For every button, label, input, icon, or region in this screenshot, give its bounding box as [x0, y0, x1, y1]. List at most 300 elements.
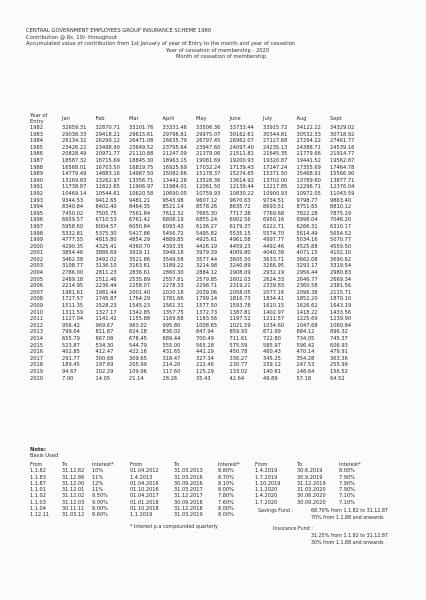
value-cell: 4325.41	[95, 243, 117, 250]
entry-year-cell: 2004	[30, 270, 43, 277]
to-date-cell: 31.12.2018	[174, 506, 203, 513]
value-cell: 7822.28	[296, 210, 318, 217]
interest-row	[30, 493, 114, 499]
value-cell: 8402.40	[95, 204, 117, 211]
value-cell: 5495.82	[196, 230, 218, 237]
value-cell: 11822.65	[95, 184, 120, 191]
from-date-cell: 1.1.01	[30, 487, 46, 494]
from-date-cell: 1.4.2013	[130, 474, 153, 481]
table-row	[30, 158, 364, 165]
value-cell: 983.02	[129, 322, 147, 329]
value-cell: 479.91	[330, 349, 348, 356]
value-cell: 2319.21	[229, 283, 251, 290]
value-cell: 4459.23	[229, 243, 251, 250]
value-cell: 21914.77	[330, 151, 355, 158]
value-cell: 10690.05	[162, 190, 187, 197]
interest-rows	[255, 468, 361, 506]
value-cell: 4492.46	[263, 243, 285, 250]
interest-row	[30, 468, 114, 474]
value-cell: 534.30	[95, 342, 114, 349]
value-cell: 239.12	[263, 362, 281, 369]
value-cell: 402.85	[62, 349, 80, 356]
month-header: Feb	[95, 116, 105, 122]
entry-year-cell: 2012	[30, 322, 43, 329]
value-cell: 1211.57	[263, 316, 285, 323]
value-cell: 2860.30	[162, 270, 184, 277]
value-cell: 14883.16	[95, 171, 120, 178]
value-cell: 689.44	[162, 336, 181, 342]
to-date-cell: 31.03.2020	[297, 487, 326, 494]
value-cell: 1577.50	[196, 303, 218, 310]
value-cell: 7717.38	[229, 210, 251, 217]
value-cell: 3492.02	[95, 256, 117, 263]
value-cell: 21645.35	[263, 151, 288, 158]
entry-year-cell: 2015	[30, 342, 43, 349]
value-cell: 1402.97	[263, 309, 285, 316]
value-cell: 148.64	[296, 368, 315, 375]
value-cell: 7505.75	[95, 210, 117, 217]
to-date-cell: 31.03.2019	[174, 512, 203, 519]
value-cell: 2381.56	[330, 283, 352, 290]
value-cell: 6266.31	[296, 223, 318, 230]
value-cell: 10759.93	[196, 190, 221, 197]
value-cell: 1239.90	[330, 316, 352, 323]
from-header: From	[130, 462, 143, 468]
entry-year-cell: 1986	[30, 151, 43, 158]
entry-year-cell: 2005	[30, 276, 43, 283]
value-cell: 156.52	[330, 368, 348, 375]
value-cell: 5654.52	[330, 230, 352, 237]
cessation-year: Year of cessation of membership - 2020	[166, 47, 270, 54]
value-cell: 1008.65	[196, 322, 218, 329]
value-cell: 26962.07	[229, 138, 254, 145]
savings-fund-line2: 70% from 1.1.88 and onwards	[311, 516, 384, 521]
value-cell: 2512.46	[95, 276, 117, 283]
value-cell: 30532.33	[296, 131, 321, 138]
value-cell: 6902.56	[229, 217, 251, 224]
to-date-cell: 31.12.02	[62, 493, 85, 500]
entry-year-cell: 2018	[30, 362, 43, 369]
value-cell: 10469.14	[62, 190, 87, 197]
value-cell: 3919.11	[129, 250, 151, 257]
value-cell: 363.36	[330, 355, 348, 362]
interest-rate-cell: 9.00%	[92, 499, 108, 506]
entry-year-cell: 1999	[30, 237, 43, 244]
value-cell: 7769.68	[263, 210, 285, 217]
from-date-cell: 1.7.2019	[255, 474, 278, 481]
from-date-cell: 1.12.11	[30, 512, 50, 519]
interest-rate-cell: 7.10%	[339, 499, 355, 506]
entry-year-cell: 2000	[30, 243, 43, 250]
interest-header: Interest*	[339, 462, 361, 468]
value-cell: 412.47	[95, 349, 114, 356]
interest-block-3	[255, 462, 361, 506]
value-cell: 4290.35	[62, 243, 84, 250]
value-cell: 1870.10	[330, 296, 352, 303]
value-cell: 596.42	[296, 342, 315, 349]
value-cell: 3979.39	[196, 250, 218, 257]
value-cell: 431.65	[162, 349, 181, 356]
from-date-cell: 1.1.83	[30, 474, 46, 481]
to-header: To	[174, 462, 180, 468]
interest-header: Interest*	[218, 462, 240, 468]
to-header: To	[62, 462, 68, 468]
entry-year-cell: 1984	[30, 138, 43, 145]
value-cell: 1852.20	[296, 296, 318, 303]
interest-rate-cell: 7.60%	[218, 499, 234, 506]
value-cell: 3319.54	[330, 263, 352, 270]
value-cell: 2489.18	[62, 276, 84, 283]
value-cell: 544.79	[129, 342, 147, 349]
from-date-cell: 1.1.82	[30, 468, 46, 475]
value-cell: 8693.51	[263, 204, 285, 211]
value-cell: 956.42	[62, 322, 80, 329]
value-cell: 1311.59	[62, 309, 84, 316]
value-cell: 64.52	[330, 375, 345, 382]
value-cell: 21247.09	[162, 151, 187, 158]
interest-rate-cell: 12%	[92, 480, 104, 487]
from-date-cell: 1.1.03	[30, 499, 46, 506]
entry-year-cell: 1987	[30, 157, 43, 164]
value-cell: 2039.06	[196, 289, 218, 296]
value-cell: 1197.52	[229, 316, 251, 323]
from-date-cell: 01.10.2018	[130, 506, 159, 513]
value-cell: 1060.84	[330, 322, 352, 329]
value-cell: 30162.61	[229, 131, 254, 138]
value-cell: 1169.68	[162, 316, 184, 323]
value-cell: 1816.73	[229, 296, 251, 303]
to-date-cell: 31.12.2019	[297, 480, 326, 487]
value-cell: 3521.86	[129, 256, 151, 263]
entry-year-cell: 1998	[30, 230, 43, 237]
value-cell: 10544.61	[95, 190, 120, 197]
interest-row	[130, 512, 240, 518]
entry-year-cell: 1996	[30, 217, 43, 224]
from-date-cell: 01.04.2016	[130, 480, 159, 487]
table-row	[30, 224, 364, 231]
value-cell: 1745.87	[95, 296, 117, 303]
value-cell: 21779.66	[296, 151, 321, 158]
table-row	[30, 132, 364, 139]
value-cell: 24097.40	[229, 144, 254, 151]
from-date-cell: 1.1.04	[30, 506, 46, 513]
entry-year-cell: 1997	[30, 223, 43, 230]
value-cell: 32659.31	[62, 125, 87, 131]
value-cell: 1021.59	[229, 322, 251, 329]
value-cell: 9863.40	[330, 197, 352, 204]
value-cell: 13877.71	[330, 177, 355, 184]
entry-year-cell: 2006	[30, 283, 43, 290]
value-cell: 4961.58	[229, 237, 251, 244]
value-cell: 441.19	[196, 349, 214, 356]
value-cell: 14.05	[95, 375, 111, 382]
interest-rate-cell: 7.90%	[339, 487, 355, 494]
entry-year-cell: 1991	[30, 184, 43, 191]
value-cell: 4040.38	[263, 250, 285, 257]
value-cell: 4071.15	[296, 250, 318, 257]
value-cell: 2058.05	[229, 289, 251, 296]
value-cell: 214.20	[162, 362, 181, 369]
to-date-cell: 30.09.2016	[174, 480, 203, 487]
value-cell: 35.43	[196, 375, 211, 382]
interest-rate-cell: 8.10%	[218, 480, 234, 487]
value-cell: 1127.04	[62, 316, 84, 323]
value-cell: 26290.12	[95, 138, 120, 145]
value-cell: 1034.60	[263, 322, 285, 329]
value-cell: 9412.65	[95, 197, 117, 204]
value-cell: 9734.51	[263, 197, 285, 204]
value-cell: 711.61	[229, 336, 248, 342]
value-cell: 10620.58	[129, 190, 154, 197]
notes-title: Note:	[30, 447, 46, 453]
table-row	[30, 376, 364, 383]
interest-row	[30, 475, 114, 481]
value-cell: 8521.14	[162, 204, 184, 211]
value-cell: 18845.30	[129, 157, 154, 164]
value-cell: 859.93	[229, 329, 248, 336]
value-cell: 1141.42	[95, 316, 117, 323]
value-cell: 27461.77	[330, 138, 355, 145]
insurance-fund-line2: 30% from 1.1.88 and onwards	[311, 541, 384, 546]
value-cell: 2932.19	[263, 270, 285, 277]
value-cell: 19081.69	[196, 157, 221, 164]
value-cell: 1545.23	[129, 303, 151, 310]
value-cell: 811.87	[95, 329, 114, 336]
value-cell: 10830.22	[229, 190, 254, 197]
value-cell: 19320.87	[263, 157, 288, 164]
table-row	[30, 343, 364, 350]
value-cell: 896.32	[330, 329, 348, 336]
value-cell: 17464.78	[330, 164, 355, 171]
scheme-title: CENTRAL GOVERNMENT EMPLOYEES GROUP INSURANCE SCHEME 1980	[26, 28, 212, 34]
value-cell: 5034.16	[296, 237, 318, 244]
value-cell: 8810.12	[330, 204, 352, 211]
value-cell: 42.64	[229, 375, 245, 382]
value-cell: 3163.61	[129, 263, 151, 270]
savings-fund-label: Savings Fund :	[258, 509, 294, 514]
value-cell: 23947.60	[196, 144, 221, 151]
entry-year-cell: 1993	[30, 197, 43, 204]
value-cell: 26635.79	[162, 138, 187, 145]
table-row	[30, 263, 364, 270]
interest-header: Interest*	[92, 462, 114, 468]
value-cell: 3266.95	[263, 263, 285, 270]
value-cell: 2579.85	[196, 276, 218, 283]
interest-footnote: * Interest p.a compounded quarterly	[130, 525, 218, 530]
to-date-cell: 31.12.03	[62, 499, 85, 506]
table-row	[30, 349, 364, 356]
value-cell: 1561.31	[162, 303, 184, 310]
interest-rate-cell: 8.00%	[218, 512, 234, 519]
value-cell: 8464.35	[129, 204, 151, 211]
value-cell: 3462.38	[62, 256, 84, 263]
value-cell: 3633.71	[263, 256, 285, 263]
entry-year-cell: 2003	[30, 263, 43, 270]
value-cell: 18715.69	[95, 157, 120, 164]
value-cell: 5417.86	[129, 230, 151, 237]
value-cell: 27294.22	[296, 138, 321, 145]
table-row	[30, 362, 364, 369]
value-cell: 15566.90	[330, 171, 355, 178]
entry-year-cell: 2016	[30, 349, 43, 356]
value-cell: 7046.20	[330, 217, 352, 224]
value-cell: 222.46	[196, 362, 214, 369]
entry-year-cell: 2019	[30, 368, 43, 375]
value-cell: 5614.49	[296, 230, 318, 237]
value-cell: 7612.32	[162, 210, 184, 217]
value-cell: 2077.16	[263, 289, 285, 296]
value-cell: 23498.90	[95, 144, 120, 151]
month-header: Jan	[62, 116, 70, 122]
value-cell: 575.59	[229, 342, 248, 349]
entry-year-cell: 1983	[30, 131, 43, 138]
value-cell: 1781.66	[162, 296, 184, 303]
entry-year-cell: 2011	[30, 316, 43, 323]
value-cell: 5375.30	[95, 230, 117, 237]
value-cell: 4009.80	[229, 250, 251, 257]
value-cell: 21511.81	[229, 151, 254, 158]
interest-rows	[30, 468, 114, 518]
value-cell: 117.60	[162, 368, 181, 375]
value-cell: 327.34	[196, 355, 214, 362]
savings-fund-line1: 68.70% from 1.1.82 to 31.12.87	[311, 509, 388, 514]
value-cell: 17032.24	[196, 164, 221, 171]
value-cell: 7875.29	[330, 210, 352, 217]
insurance-fund-label: Insurance Fund :	[273, 527, 313, 532]
value-cell: 6855.24	[196, 217, 218, 224]
value-cell: 12139.44	[229, 184, 254, 191]
table-row	[30, 191, 364, 198]
value-cell: 28.26	[162, 375, 178, 382]
value-cell: 19200.93	[229, 157, 254, 164]
value-cell: 1047.68	[296, 322, 318, 329]
value-cell: 2956.44	[296, 270, 318, 277]
value-cell: 318.47	[162, 355, 181, 362]
value-cell: 722.80	[263, 336, 281, 342]
value-cell: 5456.72	[162, 230, 184, 237]
entry-year-cell: 1982	[30, 125, 43, 131]
value-cell: 33101.76	[129, 125, 154, 131]
value-cell: 10900.93	[263, 190, 288, 197]
interest-rate-cell: 7.90%	[339, 474, 355, 481]
value-cell: 2360.58	[296, 283, 318, 290]
value-cell: 24388.71	[296, 144, 321, 151]
year-of-entry-header: Year of Entry	[30, 113, 48, 125]
entry-year-cell: 1994	[30, 204, 43, 211]
from-date-cell: 1.1.87	[30, 480, 46, 487]
value-cell: 3108.77	[62, 263, 84, 270]
entry-year-cell: 2013	[30, 329, 43, 336]
value-cell: 26797.45	[196, 138, 221, 145]
value-cell: 1727.57	[62, 296, 84, 303]
value-cell: 606.93	[330, 342, 348, 349]
entry-year-cell: 2020	[30, 375, 43, 382]
table-row	[30, 277, 364, 284]
value-cell: 2214.95	[62, 283, 84, 290]
value-cell: 6222.71	[263, 223, 285, 230]
value-cell: 13442.28	[162, 177, 187, 184]
value-cell: 12296.71	[296, 184, 321, 191]
value-cell: 5958.60	[62, 223, 84, 230]
value-cell: 2298.71	[196, 283, 218, 290]
value-cell: 3662.08	[296, 256, 318, 263]
value-cell: 255.99	[330, 362, 348, 369]
value-cell: 2811.23	[95, 270, 117, 277]
value-cell: 3214.98	[196, 263, 218, 270]
value-cell: 19562.87	[330, 157, 355, 164]
value-cell: 4426.19	[196, 243, 218, 250]
value-cell: 3577.44	[196, 256, 218, 263]
table-row	[30, 369, 364, 376]
interest-block-1	[30, 462, 114, 519]
to-date-cell: 30.06.2020	[297, 493, 326, 500]
value-cell: 18963.15	[162, 157, 187, 164]
from-date-cell: 01.04.2012	[130, 468, 159, 475]
interest-block-2	[130, 462, 240, 519]
value-cell: 4854.29	[129, 237, 151, 244]
to-header: To	[297, 462, 303, 468]
value-cell: 32870.71	[95, 125, 120, 131]
value-cell: 13702.00	[263, 177, 288, 184]
table-row	[30, 316, 364, 323]
value-cell: 4102.10	[330, 250, 352, 257]
value-cell: 2602.03	[229, 276, 251, 283]
table-row	[30, 244, 364, 251]
value-cell: 678.45	[129, 336, 147, 342]
value-cell: 7665.30	[196, 210, 218, 217]
entry-year-cell: 2001	[30, 250, 43, 257]
table-row	[30, 165, 364, 172]
value-cell: 24539.16	[330, 144, 355, 151]
value-cell: 460.43	[263, 349, 281, 356]
value-cell: 29796.81	[162, 131, 187, 138]
value-cell: 555.00	[162, 342, 181, 349]
value-cell: 6179.37	[229, 223, 251, 230]
value-cell: 5070.77	[330, 237, 352, 244]
to-date-cell: 30.09.2020	[297, 499, 326, 506]
table-header-row	[30, 113, 364, 125]
value-cell: 1961.61	[62, 289, 84, 296]
value-cell: 2836.61	[129, 270, 151, 277]
entry-year-cell: 1992	[30, 190, 43, 197]
month-header: July	[263, 116, 273, 122]
value-cell: 3605.50	[229, 256, 251, 263]
interest-rate-cell: 8.00%	[339, 468, 355, 475]
value-cell: 33733.44	[229, 125, 254, 131]
value-cell: 19441.52	[296, 157, 321, 164]
value-cell: 3949.18	[162, 250, 184, 257]
interest-row	[255, 493, 361, 499]
value-cell: 30344.81	[263, 131, 288, 138]
month-header: May	[196, 116, 207, 122]
value-cell: 94.67	[62, 368, 77, 375]
value-cell: 20828.49	[62, 151, 87, 158]
value-cell: 4360.70	[129, 243, 151, 250]
value-cell: 969.67	[95, 322, 114, 329]
notes-section	[30, 447, 58, 459]
table-body	[30, 125, 364, 382]
value-cell: 6761.42	[129, 217, 151, 224]
value-cell: 4393.35	[162, 243, 184, 250]
table-row	[30, 257, 364, 264]
interest-row	[255, 468, 361, 474]
value-cell: 29975.07	[196, 131, 221, 138]
value-cell: 29038.33	[62, 131, 87, 138]
value-cell: 523.87	[62, 342, 80, 349]
value-cell: 309.65	[129, 355, 147, 362]
value-cell: 1342.85	[129, 309, 151, 316]
to-date-cell: 31.12.86	[62, 474, 85, 481]
